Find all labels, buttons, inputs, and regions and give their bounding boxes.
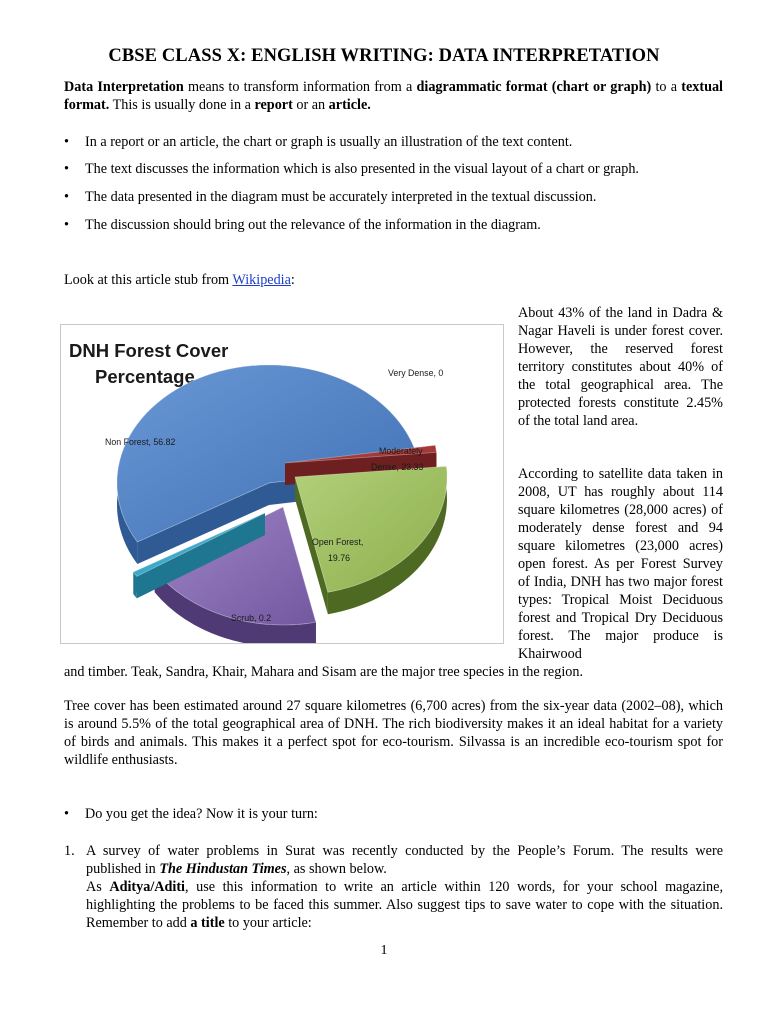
wikipedia-link[interactable]: Wikipedia [232, 272, 291, 288]
q-as-text: As [86, 879, 110, 895]
continuation-line: and timber. Teak, Sandra, Khair, Mahara and Sisam are the major tree species in the region. [64, 664, 583, 680]
lookat-text: Look at this article stub from [64, 272, 233, 288]
q-newspaper-name: The Hindustan Times [159, 861, 287, 877]
chart-title-line-1: DNH Forest Cover [69, 340, 229, 361]
intro-text-4: or an [292, 97, 329, 113]
forest-cover-chart [60, 324, 504, 644]
q-end-text: to your article: [224, 915, 312, 931]
bullet-dot-icon: • [64, 217, 69, 233]
label-open-forest-1: Open Forest, [312, 537, 364, 547]
bullet-dot-icon: • [64, 161, 69, 177]
question-body [86, 842, 723, 932]
pie-slices [117, 365, 447, 643]
intro-text-1: means to transform information from a [183, 79, 417, 95]
intro-term: Data Interpretation [64, 79, 184, 95]
pie-chart-svg [61, 325, 503, 643]
lookat-colon: : [290, 272, 295, 288]
label-moderately-dense-2: Dense, 23.33 [371, 462, 424, 472]
question-line-2 [86, 860, 723, 878]
bullet-text: In a report or an article, the chart or graph is usually an illustration of the text content. [85, 134, 573, 150]
bullet-text: The text discusses the information which is also presented in the visual layout of a chart or graph. [85, 161, 639, 177]
label-scrub: Scrub, 0.2 [231, 613, 272, 623]
page-number: 1 [380, 943, 388, 958]
q-shown-below: , as shown below. [286, 861, 387, 877]
label-very-dense: Very Dense, 0 [388, 368, 444, 378]
intro-bold-report: report [254, 97, 293, 113]
intro-text-2: to a [651, 79, 682, 95]
tree-cover-paragraph: Tree cover has been estimated around 27 square kilometres (6,700 acres) from the six-year data (2002–08), which is around 5.5% of the total geographical area of DNH. The rich biodiversity makes it an ideal habitat for a variety of birds and animals. This makes it a perfect spot for eco-tourism. Silvassa is an incredible eco-tourism spot for wildlife enthusiasts. [64, 698, 723, 768]
label-moderately-dense-1: Moderately [379, 446, 423, 456]
intro-paragraph [64, 78, 723, 114]
q-title-bold: a title [190, 915, 225, 931]
label-open-forest-2: 19.76 [328, 553, 351, 563]
intro-bold-diagram: diagrammatic format (chart or graph) [416, 79, 652, 95]
q-student-name: Aditya/Aditi [109, 879, 186, 895]
bullet-dot-icon: • [64, 189, 69, 205]
question-number: 1. [64, 843, 75, 859]
page-title: CBSE CLASS X: ENGLISH WRITING: DATA INTERPRETATION [108, 46, 660, 66]
question-line-3 [86, 878, 723, 932]
bullet-dot-icon: • [64, 806, 69, 822]
label-non-forest: Non Forest, 56.82 [105, 437, 176, 447]
intro-bold-textual: textual format. [64, 79, 724, 113]
bullet-text: The data presented in the diagram must be accurately interpreted in the textual discussion. [85, 189, 597, 205]
intro-text-3: This is usually done in a [109, 97, 255, 113]
side-paragraph-1: About 43% of the land in Dadra & Nagar Haveli is under forest cover. However, the reserved forest territory constitutes about 40% of the total geographical area. The protected forests constitute 2.45% of the total land area. [518, 305, 723, 429]
bullet-text: The discussion should bring out the relevance of the information in the diagram. [85, 217, 541, 233]
q-published-text: published in [86, 861, 160, 877]
intro-bold-article: article. [328, 97, 371, 113]
bullet-dot-icon: • [64, 134, 69, 150]
chart-title-line-2: Percentage [95, 366, 195, 387]
q-instructions: , use this information to write an article within 120 words, for your school magazine, highlighting the problems to be faced this summer. Also suggest tips to save water to cope with the situation. Remember to add [86, 879, 723, 931]
side-paragraph-2: According to satellite data taken in 2008, UT has roughly about 114 square kilometres (28,000 acres) of moderately dense forest and 94 square kilometres (23,000 acres) open forest. As per Forest Survey of India, DNH has two major forest types: Tropical Moist Deciduous forest and Tropical Dry Deciduous forest. The major produce is Khairwood [518, 466, 723, 662]
wikipedia-intro-line [64, 271, 295, 289]
question-line-1: A survey of water problems in Surat was recently conducted by the People’s Forum. The results were [86, 843, 723, 859]
turn-bullet-text: Do you get the idea? Now it is your turn: [85, 806, 318, 822]
